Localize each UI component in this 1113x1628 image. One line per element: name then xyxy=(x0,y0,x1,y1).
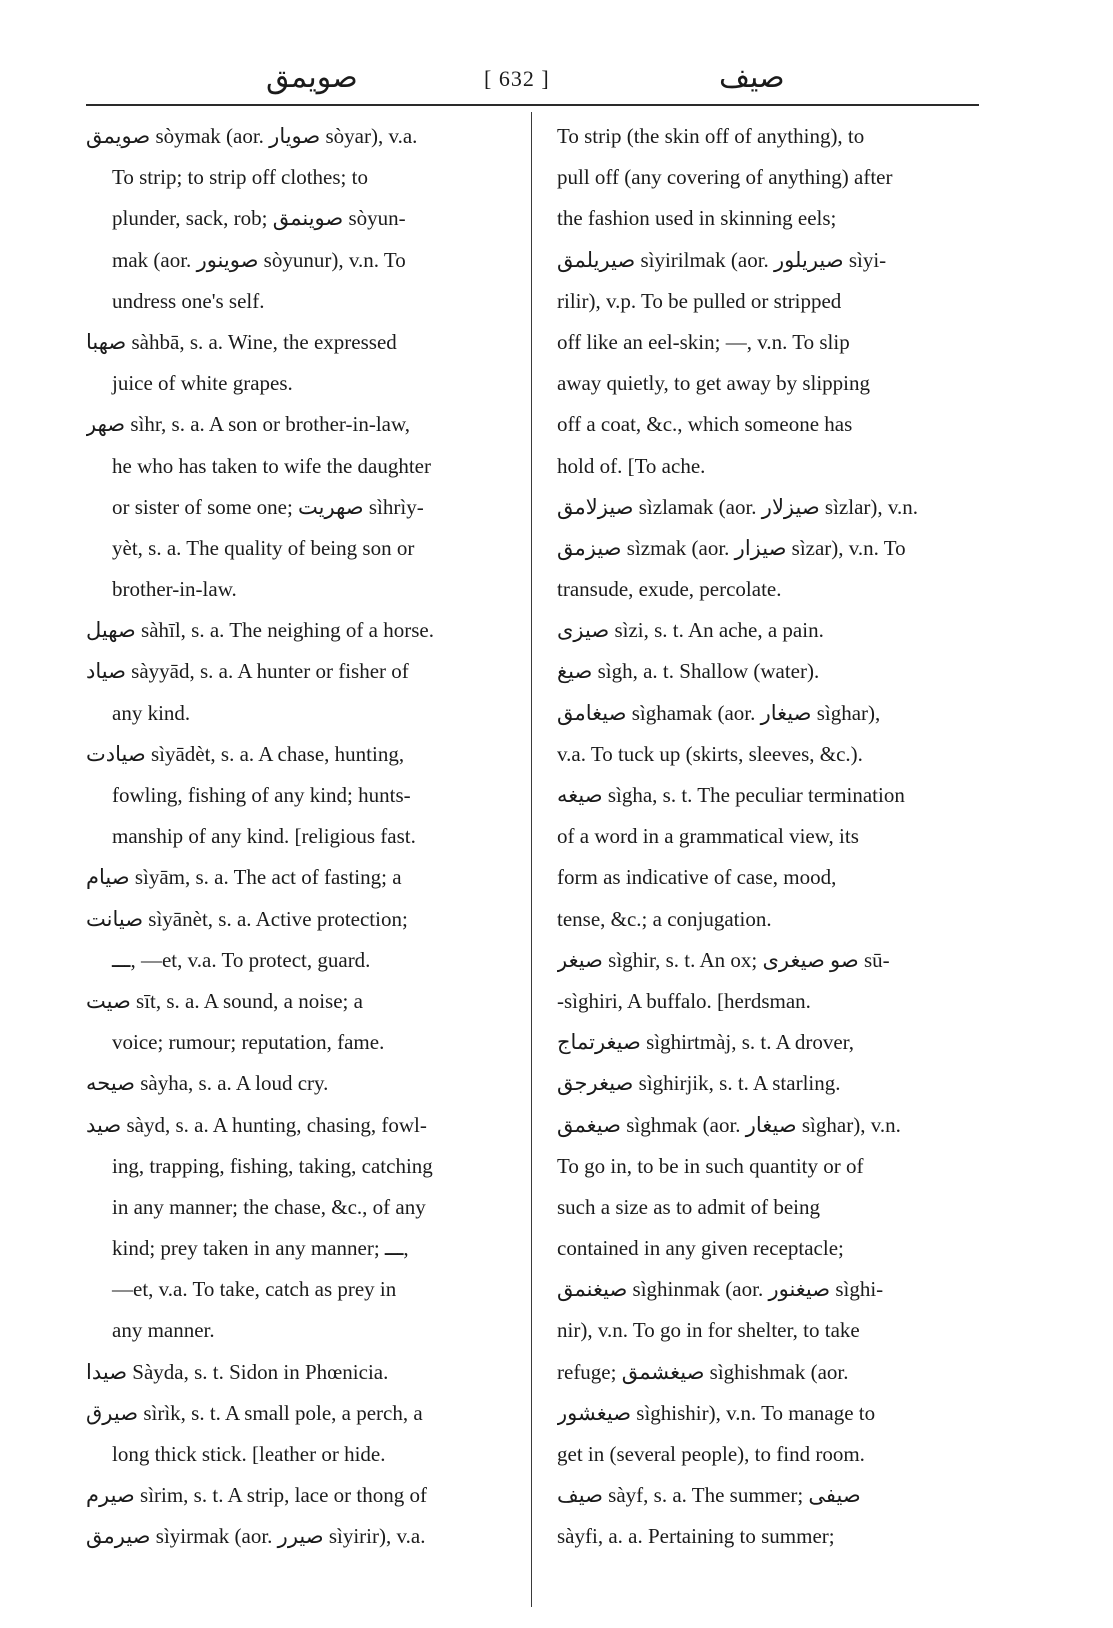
entry-line: of a word in a grammatical view, its xyxy=(557,824,859,849)
entry-line: صيريلمق sìyirilmak (aor. صيريلور sìyi- xyxy=(557,247,887,272)
entry-line: yèt, s. a. The quality of being son or xyxy=(112,535,415,560)
entry-line: transude, exude, percolate. xyxy=(557,577,782,602)
entry-line: away quietly, to get away by slipping xyxy=(557,371,870,396)
entry-line: صيحه sàyha, s. a. A loud cry. xyxy=(86,1071,329,1096)
entry-line: To go in, to be in such quantity or of xyxy=(557,1153,864,1178)
entry-line: صياد sàyyād, s. a. A hunter or fisher of xyxy=(86,659,409,684)
entry-line: undress one's self. xyxy=(112,288,265,313)
entry-line: صيت sīt, s. a. A sound, a noise; a xyxy=(86,988,363,1013)
entry-line: manship of any kind. [religious fast. xyxy=(112,824,416,849)
entry-line: mak (aor. صوينور sòyunur), v.n. To xyxy=(112,247,406,272)
entry-line: in any manner; the chase, &c., of any xyxy=(112,1194,426,1219)
entry-line: any kind. xyxy=(112,700,191,725)
entry-line: off like an eel-skin; —, v.n. To slip xyxy=(557,329,850,354)
column-divider xyxy=(531,112,532,1607)
page-header xyxy=(86,58,979,106)
header-rule xyxy=(86,104,979,106)
entry-line: صهر sìhr, s. a. A son or brother-in-law, xyxy=(86,412,411,437)
entry-line: voice; rumour; reputation, fame. xyxy=(112,1030,385,1055)
entry-line: صيغامق sìghamak (aor. صيغار sìghar), xyxy=(557,700,881,725)
page-number: [ 632 ] xyxy=(484,66,550,91)
entry-line: صيغنمق sìghinmak (aor. صيغنور sìghi- xyxy=(557,1277,884,1302)
entry-line: صيد sàyd, s. a. A hunting, chasing, fowl- xyxy=(86,1112,427,1137)
entry-line: nir), v.n. To go in for shelter, to take xyxy=(557,1318,860,1343)
entry-line: he who has taken to wife the daughter xyxy=(112,453,431,478)
entry-line: صيدا Sàyda, s. t. Sidon in Phœnicia. xyxy=(86,1359,389,1384)
entry-line: refuge; صيغشمق sìghishmak (aor. xyxy=(557,1359,849,1384)
entry-line: contained in any given receptacle; xyxy=(557,1236,844,1261)
entry-line: plunder, sack, rob; صوينمق sòyun- xyxy=(112,206,406,231)
entry-line: any manner. xyxy=(112,1318,215,1343)
entry-line: صيف sàyf, s. a. The summer; صيفى xyxy=(557,1483,861,1508)
entry-line: or sister of some one; صهريت sìhrìy- xyxy=(112,494,424,519)
entry-line: صيزى sìzi, s. t. An ache, a pain. xyxy=(557,618,824,643)
entry-line: ـــ, —et, v.a. To protect, guard. xyxy=(112,947,371,972)
entry-line: صيانت sìyānèt, s. a. Active protection; xyxy=(86,906,408,931)
entry-line: صيرق sìrìk, s. t. A small pole, a perch, a xyxy=(86,1400,423,1425)
entry-line: get in (several people), to find room. xyxy=(557,1442,865,1466)
entry-line: صيغر sìghir, s. t. An ox; صو صيغرى sū- xyxy=(557,947,890,972)
entry-line: such a size as to admit of being xyxy=(557,1194,821,1219)
entry-line: sàyfi, a. a. Pertaining to summer; xyxy=(557,1524,835,1549)
entry-line: form as indicative of case, mood, xyxy=(557,865,837,890)
entry-line: صيرم sìrim, s. t. A strip, lace or thong of xyxy=(86,1483,427,1508)
entry-line: fowling, fishing of any kind; hunts- xyxy=(112,783,411,807)
entry-line: kind; prey taken in any manner; ـــ, xyxy=(112,1236,409,1261)
entry-line: v.a. To tuck up (skirts, sleeves, &c.). xyxy=(557,741,863,766)
entry-line: To strip (the skin off of anything), to xyxy=(557,124,865,148)
right-column xyxy=(557,116,979,1558)
page-margin xyxy=(998,0,1113,1628)
header-left-word: صويمق xyxy=(266,61,358,94)
entry-line: صيغشور sìghishir), v.n. To manage to xyxy=(557,1400,876,1425)
entry-line: صويمق sòymak (aor. صويار sòyar), v.a. xyxy=(86,124,418,148)
entry-line: long thick stick. [leather or hide. xyxy=(112,1442,386,1466)
entry-line: صيام sìyām, s. a. The act of fasting; a xyxy=(86,865,402,890)
entry-line: tense, &c.; a conjugation. xyxy=(557,906,772,931)
entry-line: صيغرجق sìghirjik, s. t. A starling. xyxy=(557,1071,841,1096)
entry-line: صيزمق sìzmak (aor. صيزار sìzar), v.n. To xyxy=(557,535,906,560)
entry-line: pull off (any covering of anything) after xyxy=(557,165,893,190)
entry-line: صيغه sìgha, s. t. The peculiar termination xyxy=(557,783,905,807)
entry-line: صيرمق sìyirmak (aor. صيرر sìyirir), v.a. xyxy=(86,1524,426,1549)
entry-line: صيادت sìyādèt, s. a. A chase, hunting, xyxy=(86,741,405,766)
left-column xyxy=(86,116,516,1558)
entry-line: صيغمق sìghmak (aor. صيغار sìghar), v.n. xyxy=(557,1112,901,1137)
entry-line: ing, trapping, fishing, taking, catching xyxy=(112,1153,433,1178)
entry-line: rilir), v.p. To be pulled or stripped xyxy=(557,288,842,313)
entry-line: the fashion used in skinning eels; xyxy=(557,206,837,231)
header-right-word: صيف xyxy=(719,61,785,94)
entry-line: صيغ sìgh, a. t. Shallow (water). xyxy=(557,659,820,684)
entry-line: juice of white grapes. xyxy=(112,371,293,396)
entry-line: صهيل sàhīl, s. a. The neighing of a horse. xyxy=(86,618,434,643)
entry-line: صيزلامق sìzlamak (aor. صيزلار sìzlar), v.n. xyxy=(557,494,919,519)
entry-line: -sìghiri, A buffalo. [herdsman. xyxy=(557,988,811,1013)
entry-line: hold of. [To ache. xyxy=(557,453,706,478)
entry-line: صهبا sàhbā, s. a. Wine, the expressed xyxy=(86,329,397,354)
entry-line: صيغرتماج sìghirtmàj, s. t. A drover, xyxy=(557,1030,855,1055)
entry-line: —et, v.a. To take, catch as prey in xyxy=(112,1277,397,1302)
entry-line: off a coat, &c., which someone has xyxy=(557,412,853,437)
entry-line: To strip; to strip off clothes; to xyxy=(112,165,368,190)
entry-line: brother-in-law. xyxy=(112,577,237,602)
